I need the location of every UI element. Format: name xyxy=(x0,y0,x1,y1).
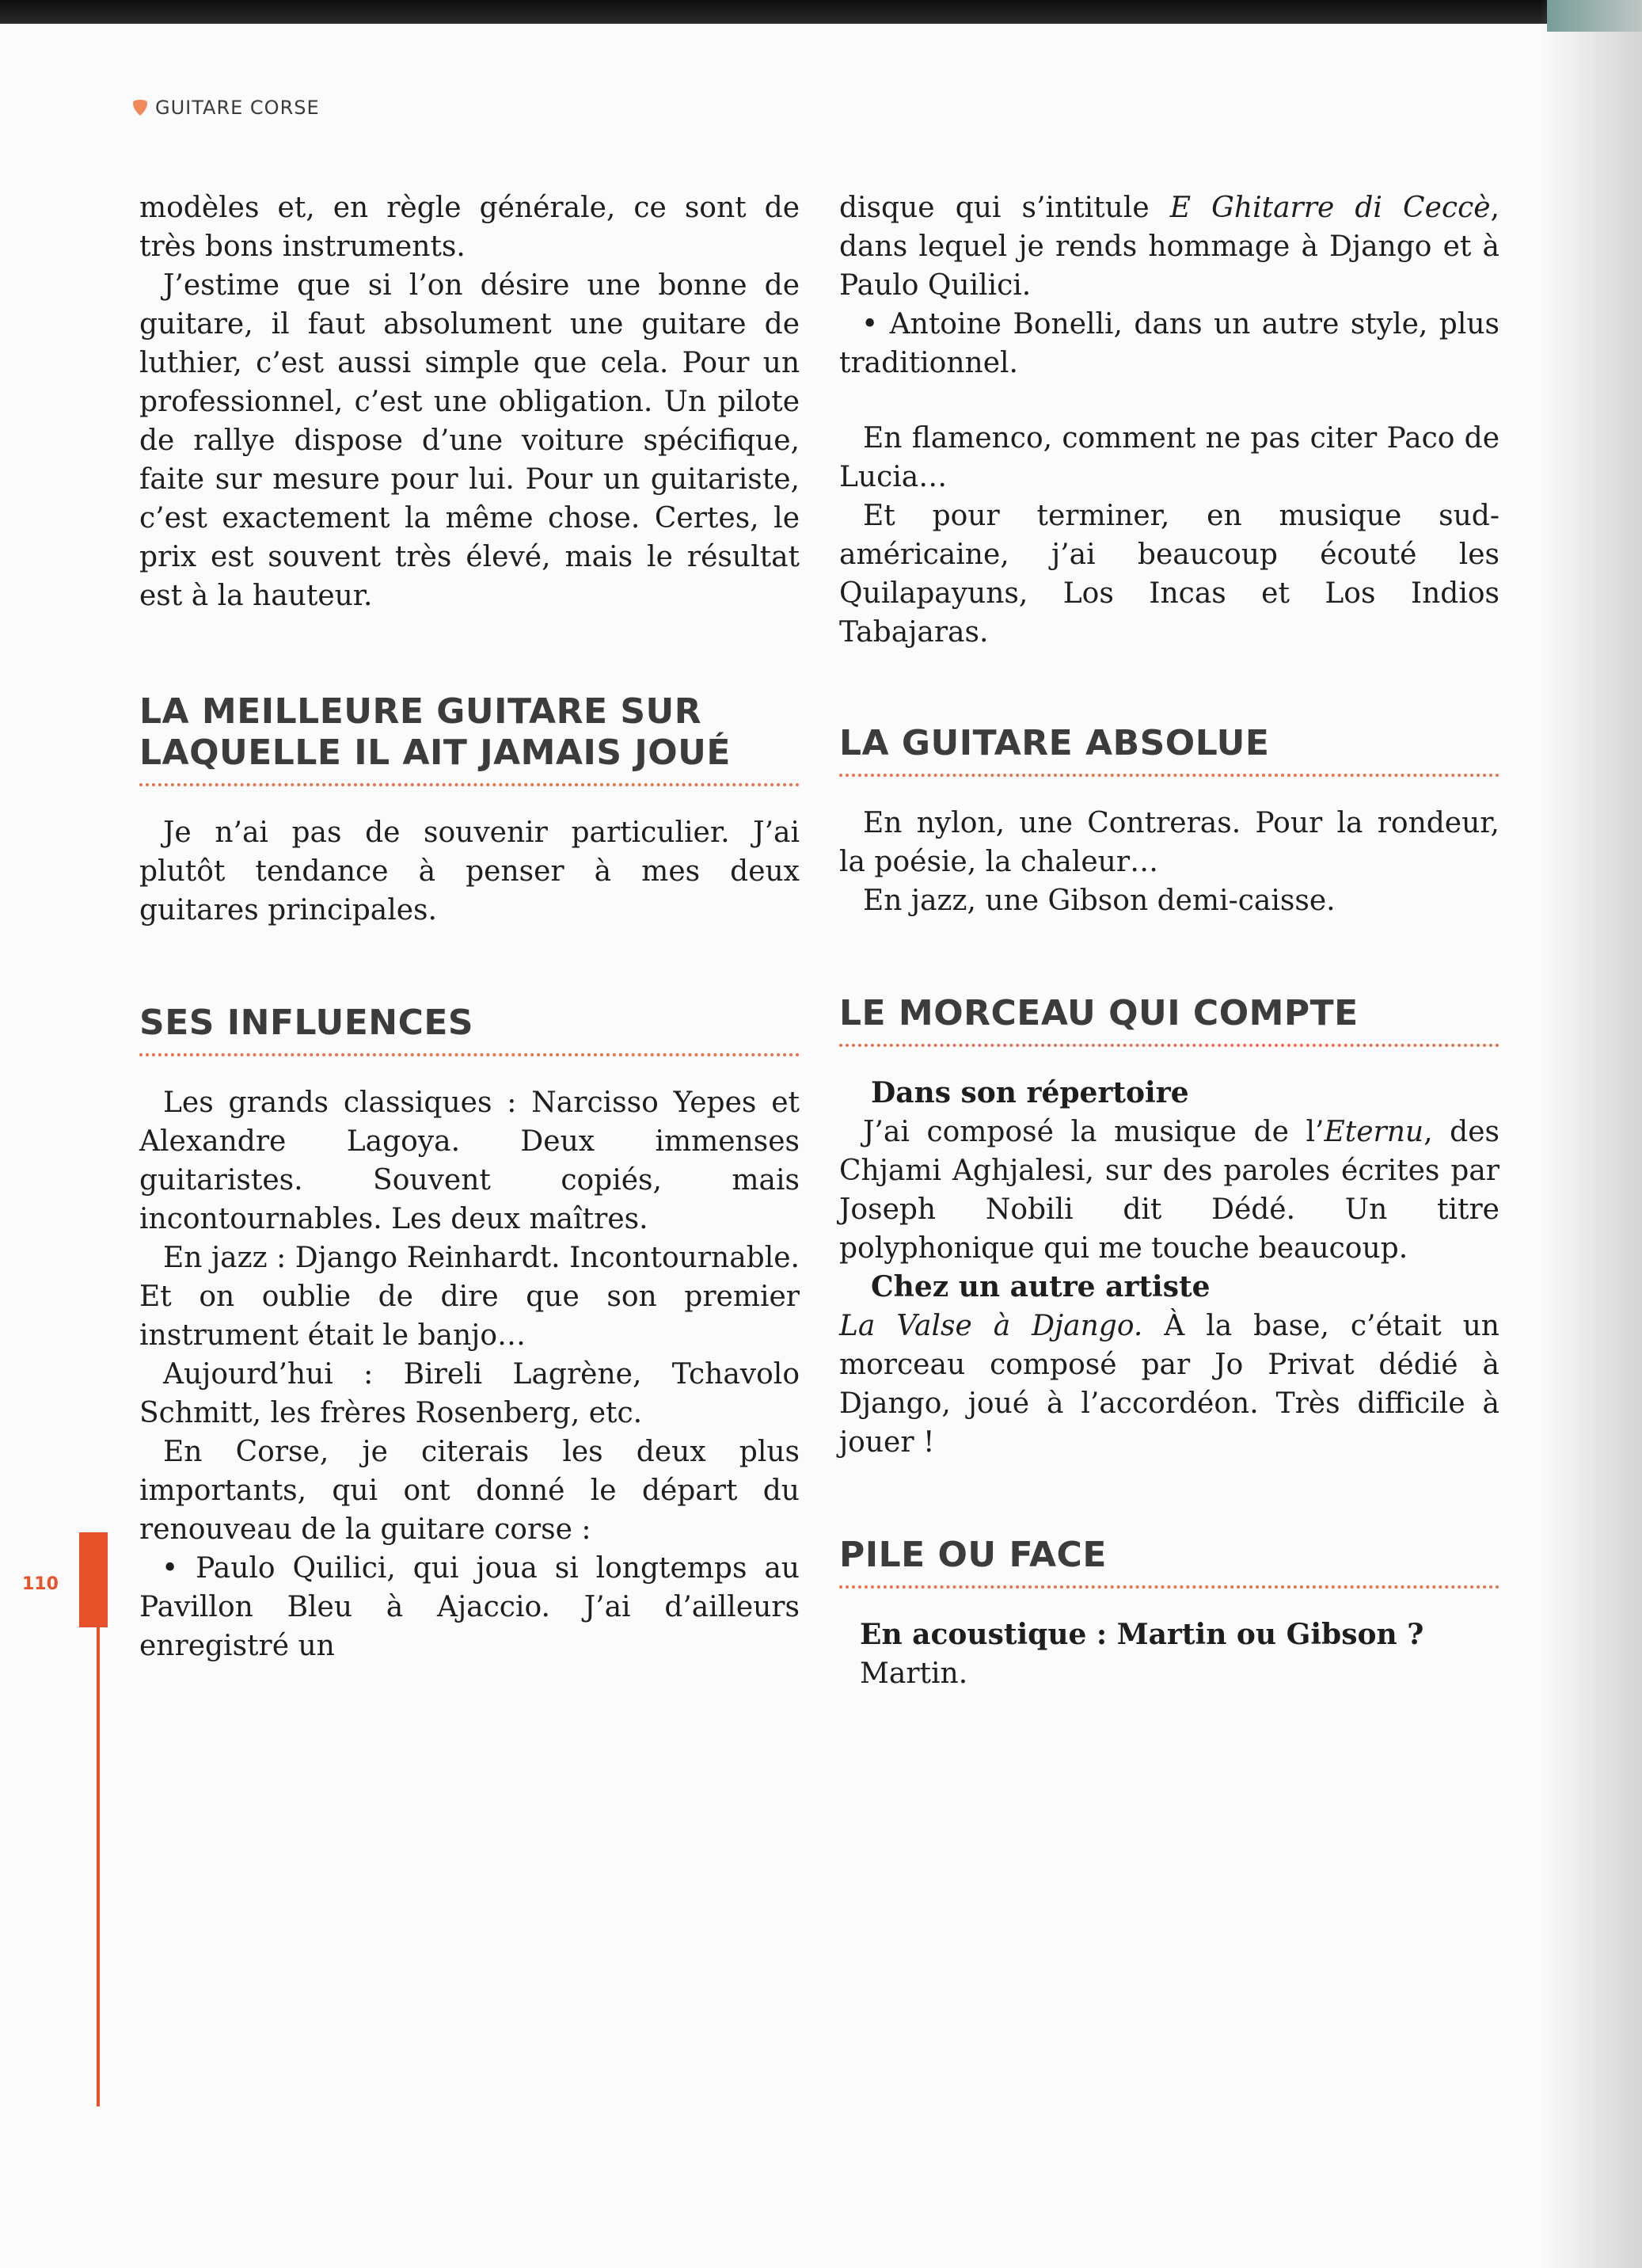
influences-paragraph-1: Les grands classiques : Narcisso Yepes et Alexandre Lagoya. Deux immenses guitaristes. Souvent copiés, mais incontournables. Les deux maîtres. xyxy=(139,1086,800,1235)
subhead-repertoire: Dans son répertoire xyxy=(871,1076,1189,1109)
heading-morceau-qui-compte: LE MORCEAU QUI COMPTE xyxy=(839,993,1499,1047)
page-gutter-shadow xyxy=(1539,0,1642,2268)
influences-paragraph-4: En Corse, je citerais les deux plus importants, qui ont donné le départ du renouveau de la guitare corse : xyxy=(139,1436,800,1546)
guitar-pick-icon xyxy=(131,99,149,116)
folio-rule xyxy=(97,1627,100,2106)
autre-artiste-text: À la base, c’était un morceau composé par Jo Privat dédié à Django, joué à l’accordéon. Très difficile à jouer ! xyxy=(839,1310,1499,1459)
song-title-eternu: Eternu xyxy=(1324,1116,1424,1148)
album-title: E Ghitarre di Ceccè xyxy=(1169,192,1491,224)
right-column xyxy=(839,188,1499,1693)
heading-guitare-absolue: LA GUITARE ABSOLUE xyxy=(839,723,1499,777)
running-head-label: GUITARE CORSE xyxy=(155,97,320,119)
sud-americaine-paragraph: Et pour terminer, en musique sud-américaine, j’ai beaucoup écouté les Quilapayuns, Los Incas et Los Indios Tabajaras. xyxy=(839,500,1499,649)
pile-ou-face-question: En acoustique : Martin ou Gibson ? xyxy=(860,1618,1424,1651)
influences-bullet-bonelli: • Antoine Bonelli, dans un autre style, plus traditionnel. xyxy=(839,308,1499,379)
guitare-absolue-paragraph-2: En jazz, une Gibson demi-caisse. xyxy=(863,885,1336,917)
influences-paragraph-2: En jazz : Django Reinhardt. Incontournable. Et on oublie de dire que son premier instrument était le banjo… xyxy=(139,1242,800,1352)
continuation-text-b: , dans lequel je rends hommage à Django et à Paulo Quilici. xyxy=(839,192,1499,302)
subhead-autre-artiste: Chez un autre artiste xyxy=(871,1270,1211,1303)
heading-influences: SES INFLUENCES xyxy=(139,1003,800,1056)
continuation-text-a: disque qui s’intitule xyxy=(839,192,1170,224)
scan-top-edge xyxy=(0,0,1642,24)
pile-ou-face-answer: Martin. xyxy=(860,1657,968,1690)
intro-paragraph-1: modèles et, en règle générale, ce sont de très bons instruments. xyxy=(139,192,800,263)
guitare-absolue-paragraph-1: En nylon, une Contreras. Pour la rondeur, la poésie, la chaleur… xyxy=(839,807,1499,878)
influences-bullet-quilici: • Paulo Quilici, qui joua si longtemps au Pavillon Bleu à Ajaccio. J’ai d’ailleurs enregistré un xyxy=(139,1552,800,1662)
heading-meilleure-guitare: LA MEILLEURE GUITARE SUR LAQUELLE IL AIT JAMAIS JOUÉ xyxy=(139,691,800,786)
song-title-valse: La Valse à Django. xyxy=(839,1310,1143,1342)
repertoire-text-a: J’ai composé la musique de l’ xyxy=(863,1116,1325,1148)
intro-paragraph-2: J’estime que si l’on désire une bonne de guitare, il faut absolument une guitare de luthier, c’est aussi simple que cela. Pour un professionnel, c’est une obligation. Un pilote de rallye dispose d’une voiture spécifique, faite sur mesure pour lui. Pour un guitariste, c’est exactement la même chose. Certes, le prix est souvent très élevé, mais le résultat est à la hauteur. xyxy=(139,269,800,612)
meilleure-guitare-text: Je n’ai pas de souvenir particulier. J’ai plutôt tendance à penser à mes deux guitares principales. xyxy=(139,816,800,927)
page-number: 110 xyxy=(22,1574,59,1594)
repertoire-text-b: , des Chjami Aghjalesi, sur des paroles écrites par Joseph Nobili dit Dédé. Un titre polyphonique qui me touche beaucoup. xyxy=(839,1116,1499,1265)
left-column xyxy=(139,188,800,1665)
heading-pile-ou-face: PILE OU FACE xyxy=(839,1535,1499,1589)
running-head xyxy=(131,97,320,119)
continuation-paragraph xyxy=(839,188,1499,305)
repertoire-paragraph xyxy=(839,1113,1499,1268)
autre-artiste-paragraph xyxy=(839,1307,1499,1462)
folio-marker xyxy=(79,1532,108,1627)
influences-paragraph-3: Aujourd’hui : Bireli Lagrène, Tchavolo Schmitt, les frères Rosenberg, etc. xyxy=(139,1358,800,1429)
flamenco-paragraph: En flamenco, comment ne pas citer Paco de Lucia… xyxy=(839,422,1499,493)
